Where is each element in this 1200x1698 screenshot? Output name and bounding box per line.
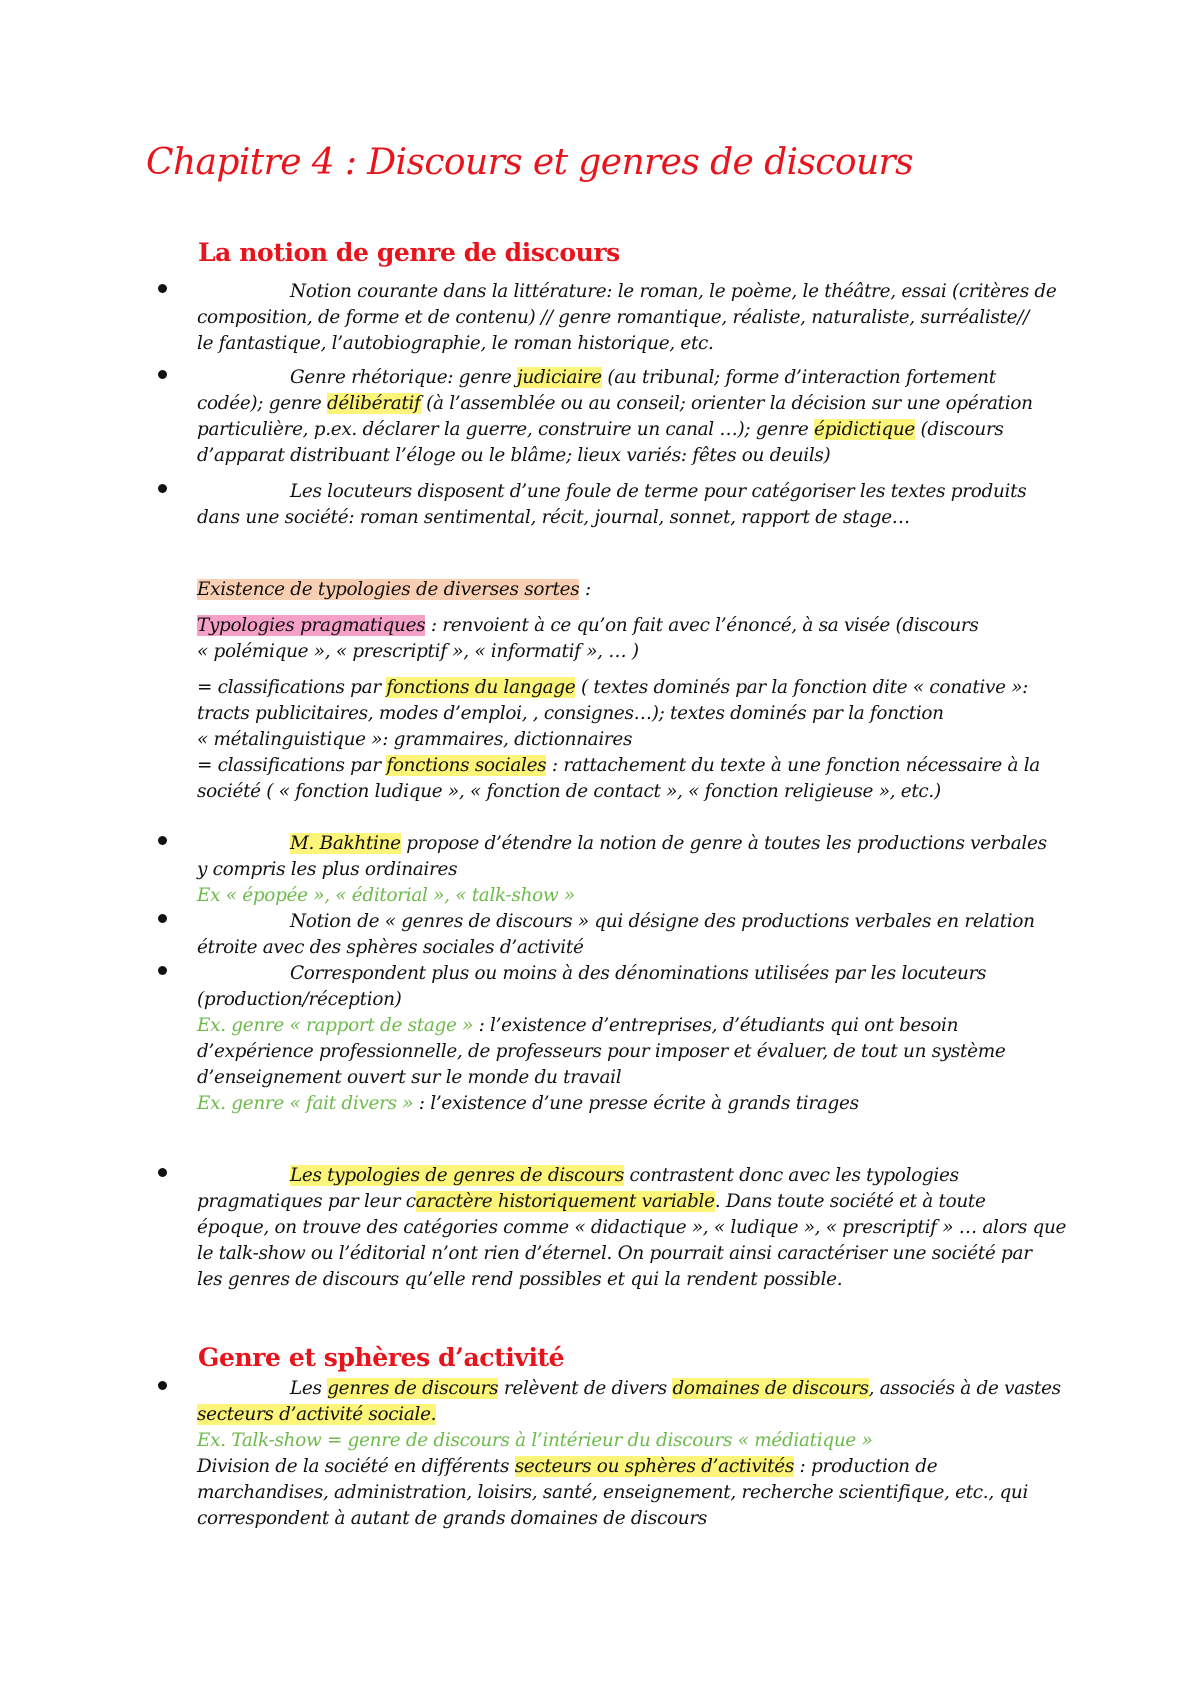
paragraph-line: Existence de typologies de diverses sortes :	[197, 579, 591, 600]
highlight: fonctions sociales	[386, 755, 547, 776]
highlight: fonctions du langage	[386, 677, 576, 698]
paragraph-line: « polémique », « prescriptif », « informatif », … )	[197, 641, 639, 662]
highlight: judiciaire	[516, 367, 602, 388]
highlight: délibératif	[326, 393, 421, 414]
highlight: domaines de discours	[672, 1378, 869, 1399]
paragraph-line: étroite avec des sphères sociales d’activité	[197, 937, 584, 958]
paragraph-line: Typologies pragmatiques : renvoient à ce qu’on fait avec l’énoncé, à sa visée (discours	[197, 615, 979, 636]
paragraph-line: « métalinguistique »: grammaires, dictionnaires	[197, 729, 633, 750]
highlight: genres de discours	[327, 1378, 499, 1399]
highlight: Les typologies de genres de discours	[290, 1165, 624, 1186]
paragraph-line: époque, on trouve des catégories comme « didactique », « ludique », « prescriptif » … alors que	[197, 1217, 1067, 1238]
page-title: Chapitre 4 : Discours et genres de discours	[146, 142, 914, 183]
paragraph-line: tracts publicitaires, modes d’emploi, , consignes…); textes dominés par la fonction	[197, 703, 944, 724]
section-heading-genre-de-discours: La notion de genre de discours	[198, 238, 620, 267]
paragraph-line: Correspondent plus ou moins à des dénominations utilisées par les locuteurs	[290, 963, 987, 984]
paragraph-line: le talk-show ou l’éditorial n’ont rien d’éternel. On pourrait ainsi caractériser une société par	[197, 1243, 1032, 1264]
bullet-marker	[158, 966, 167, 975]
highlight: secteurs d’activité sociale.	[197, 1404, 437, 1425]
highlight: aractère historiquement variable	[415, 1191, 715, 1212]
paragraph-line: Les genres de discours relèvent de divers domaines de discours, associés à de vastes	[290, 1378, 1061, 1399]
paragraph-line: (production/réception)	[197, 989, 402, 1010]
paragraph-line	[197, 1402, 436, 1428]
bullet-marker	[158, 914, 167, 923]
highlight: Typologies pragmatiques	[197, 615, 426, 636]
paragraph-line: y compris les plus ordinaires	[197, 859, 458, 880]
bullet-marker	[158, 836, 167, 845]
paragraph-line: d’enseignement ouvert sur le monde du travail	[197, 1067, 622, 1088]
bullet-marker	[158, 284, 167, 293]
example-label: Ex. genre « rapport de stage »	[197, 1015, 474, 1036]
paragraph-line: M. Bakhtine propose d’étendre la notion de genre à toutes les productions verbales	[290, 833, 1047, 854]
paragraph-line: d’expérience professionnelle, de professeurs pour imposer et évaluer, de tout un système	[197, 1041, 1006, 1062]
paragraph-line: Notion de « genres de discours » qui désigne des productions verbales en relation	[290, 911, 1035, 932]
bullet-marker	[158, 484, 167, 493]
highlight: épidictique	[814, 419, 916, 440]
paragraph-line: pragmatiques par leur caractère historiquement variable. Dans toute société et à toute	[197, 1191, 986, 1212]
paragraph-line: Les locuteurs disposent d’une foule de terme pour catégoriser les textes produits	[290, 481, 1027, 502]
paragraph-line: Notion courante dans la littérature: le roman, le poème, le théâtre, essai (critères de	[290, 281, 1057, 302]
paragraph-line: correspondent à autant de grands domaines de discours	[197, 1508, 707, 1529]
paragraph-line: Les typologies de genres de discours contrastent donc avec les typologies	[290, 1165, 959, 1186]
section-heading-spheres-activite: Genre et sphères d’activité	[198, 1343, 565, 1372]
paragraph-line: = classifications par fonctions sociales : rattachement du texte à une fonction nécessaire à la	[197, 755, 1040, 776]
paragraph-line: particulière, p.ex. déclarer la guerre, construire un canal …); genre épidictique (discours	[197, 419, 1004, 440]
bullet-marker	[158, 1381, 167, 1390]
example-line: Ex. Talk-show = genre de discours à l’intérieur du discours « médiatique »	[197, 1430, 873, 1451]
paragraph-line: Division de la société en différents secteurs ou sphères d’activités : production de	[197, 1456, 938, 1477]
paragraph-line: codée); genre délibératif (à l’assemblée ou au conseil; orienter la décision sur une opération	[197, 393, 1033, 414]
paragraph-line: le fantastique, l’autobiographie, le roman historique, etc.	[197, 333, 714, 354]
highlight: M. Bakhtine	[290, 833, 401, 854]
example-line: Ex « épopée », « éditorial », « talk-show »	[197, 885, 575, 906]
paragraph-line: = classifications par fonctions du langage ( textes dominés par la fonction dite « conative »:	[197, 677, 1029, 698]
paragraph-line: d’apparat distribuant l’éloge ou le blâme; lieux variés: fêtes ou deuils)	[197, 445, 831, 466]
paragraph-line: dans une société: roman sentimental, récit, journal, sonnet, rapport de stage…	[197, 507, 910, 528]
highlight: secteurs ou sphères d’activités	[514, 1456, 794, 1477]
paragraph-line: Ex. genre « fait divers » : l’existence d’une presse écrite à grands tirages	[197, 1093, 859, 1114]
paragraph-line: Ex. genre « rapport de stage » : l’existence d’entreprises, d’étudiants qui ont besoin	[197, 1015, 959, 1036]
bullet-marker	[158, 1168, 167, 1177]
paragraph-line: marchandises, administration, loisirs, santé, enseignement, recherche scientifique, etc., qui	[197, 1482, 1029, 1503]
example-label: Ex. genre « fait divers »	[197, 1093, 414, 1114]
paragraph-line: composition, de forme et de contenu) // genre romantique, réaliste, naturaliste, surréaliste//	[197, 307, 1030, 328]
highlight: Existence de typologies de diverses sortes	[197, 579, 580, 600]
paragraph-line: les genres de discours qu’elle rend possibles et qui la rendent possible.	[197, 1269, 843, 1290]
paragraph-line: société ( « fonction ludique », « fonction de contact », « fonction religieuse », etc.)	[197, 781, 941, 802]
paragraph-line: Genre rhétorique: genre judiciaire (au tribunal; forme d’interaction fortement	[290, 367, 996, 388]
bullet-marker	[158, 370, 167, 379]
